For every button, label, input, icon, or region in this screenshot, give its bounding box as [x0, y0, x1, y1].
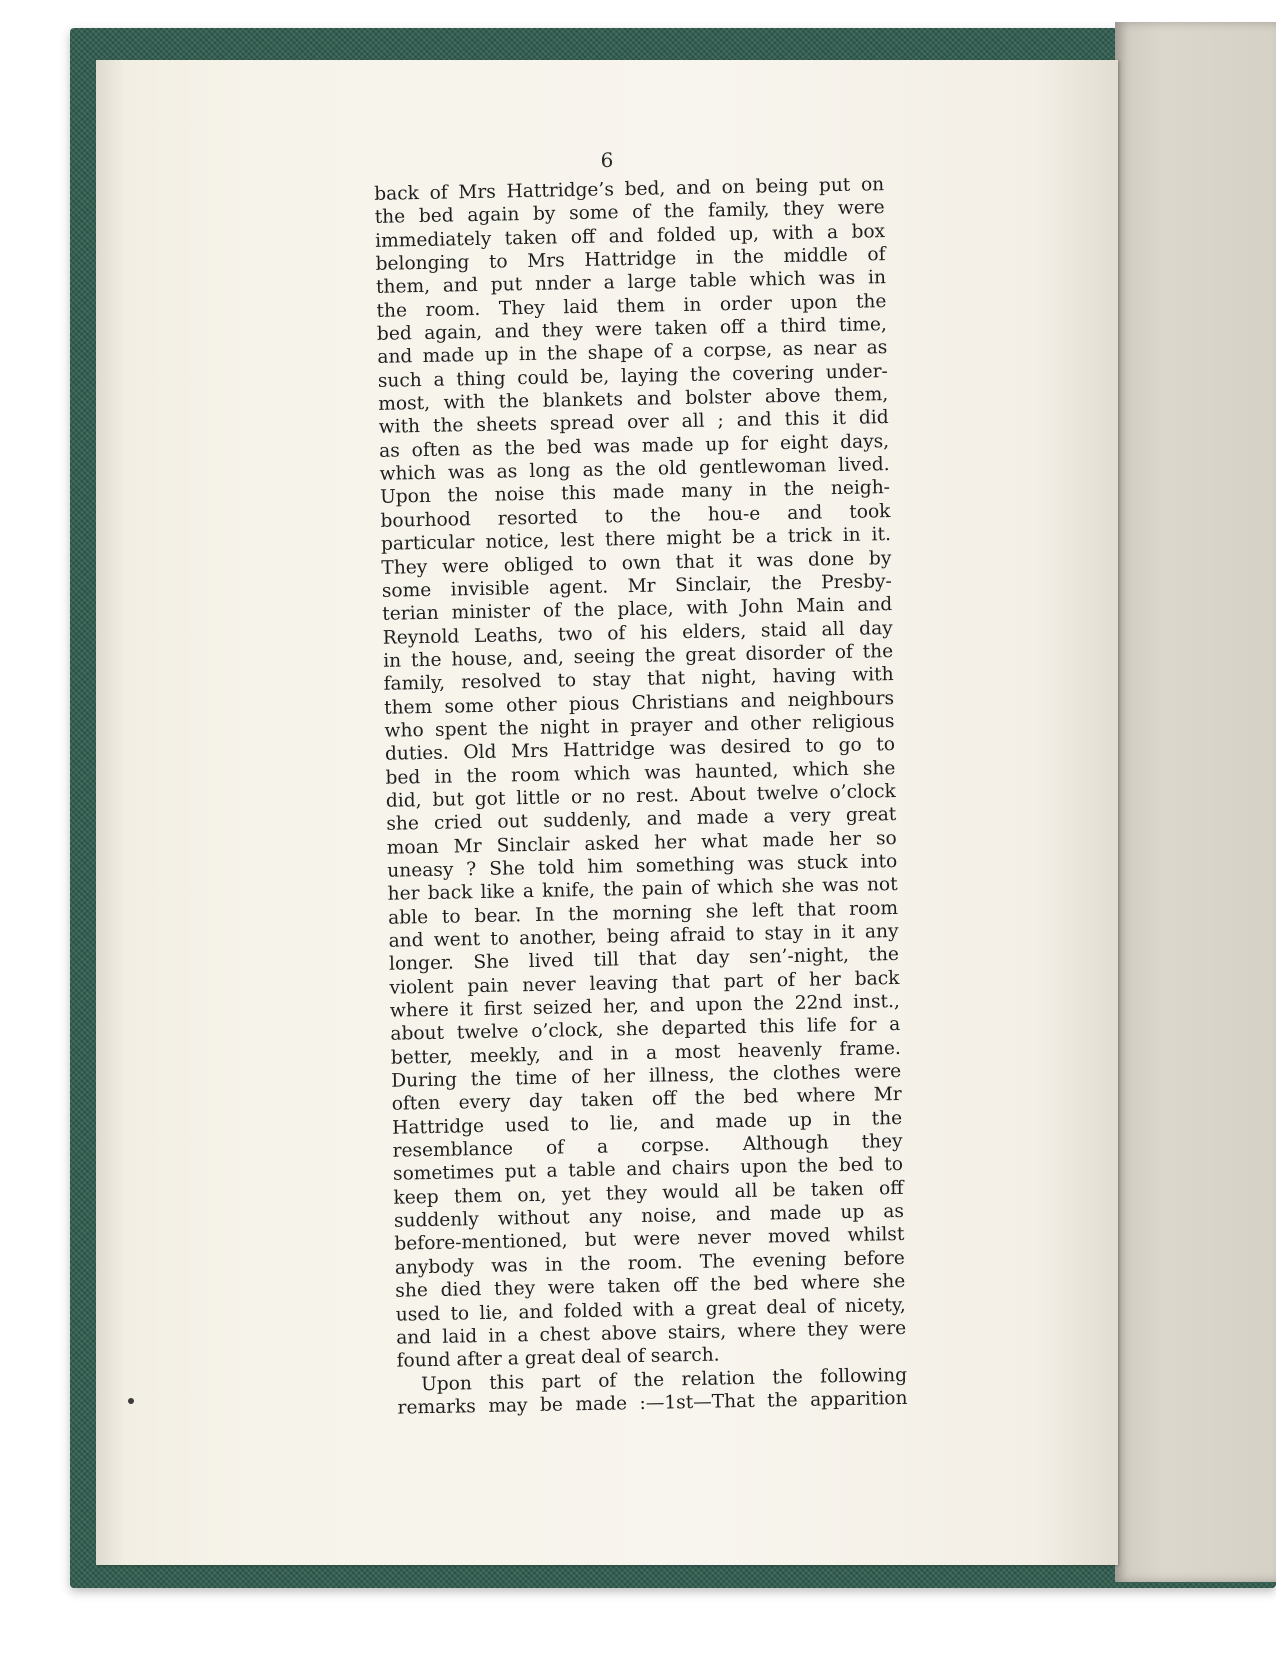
text-line: longer. She lived till that day sen’-night, the — [388, 944, 900, 976]
text-line: Upon this part of the relation the following — [420, 1364, 908, 1395]
text-line: them, and put nnder a large table which was in — [375, 267, 887, 299]
text-line: resemblance of a corpse. Although they — [392, 1131, 903, 1162]
text-line: the bed again by some of the family, they were — [374, 197, 885, 229]
text-line: she cried out suddenly, and made a very great — [386, 804, 897, 836]
text-line: sometimes put a table and chairs upon the bed to — [392, 1154, 904, 1186]
text-line: They were obliged to own that it was done by — [381, 547, 892, 579]
text-line: and went to another, being afraid to stay in it any — [388, 920, 899, 952]
text-line: where it first seized her, and upon the 22nd inst., — [389, 990, 901, 1022]
text-line: her back like a knife, the pain of which she was not — [387, 874, 898, 906]
text-line: used to lie, and folded with a great deal of nicety, — [395, 1294, 906, 1326]
book-page — [96, 60, 1118, 1565]
text-line: she died they were taken off the bed where she — [395, 1271, 906, 1302]
facing-endpaper — [1115, 22, 1276, 1582]
text-line: remarks may be made :—1st—That the apparition — [397, 1387, 908, 1419]
text-line: them some other pious Christians and neighbours — [383, 687, 895, 719]
spine-shadow — [96, 60, 126, 1565]
text-line: immediately taken off and folded up, with a box — [374, 220, 886, 252]
text-line: the room. They laid them in order upon the — [376, 290, 887, 322]
text-line: and made up in the shape of a corpse, as near as — [377, 337, 888, 369]
text-line: belonging to Mrs Hattridge in the middle of — [375, 244, 886, 275]
text-line: who spent the night in prayer and other religious — [384, 710, 895, 742]
text-line: as often as the bed was made up for eight days, — [378, 430, 890, 462]
text-line: with the sheets spread over all ; and this it did — [378, 407, 889, 439]
text-line: Reynold Leaths, two of his elders, staid all day — [382, 617, 893, 649]
text-line: some invisible agent. Mr Sinclair, the Presby- — [381, 570, 892, 602]
text-line: often every day taken off the bed where Mr — [391, 1084, 902, 1116]
text-line: duties. Old Mrs Hattridge was desired to go to — [384, 734, 896, 766]
text-line: bourhood resorted to the hou-e and took — [380, 500, 891, 532]
text-line: Upon the noise this made many in the neigh- — [379, 477, 891, 509]
text-line: bed again, and they were taken off a third time, — [376, 314, 888, 345]
page-number: 6 — [600, 148, 614, 172]
text-line: back of Mrs Hattridge’s bed, and on being put on — [374, 174, 885, 205]
text-line: found after a great deal of search. — [396, 1344, 720, 1372]
text-line: moan Mr Sinclair asked her what made her so — [386, 827, 897, 859]
text-line: uneasy ? She told him something was stuck into — [387, 850, 898, 882]
paper-speck — [128, 1398, 134, 1404]
text-line: During the time of her illness, the clothes were — [391, 1061, 902, 1092]
text-line: and laid in a chest above stairs, where they were — [396, 1317, 907, 1349]
text-line: able to bear. In the morning she left that room — [387, 897, 899, 929]
text-line: violent pain never leaving that part of her back — [389, 967, 900, 999]
text-line: before-mentioned, but were never moved whilst — [394, 1224, 905, 1256]
text-line: most, with the blankets and bolster above them, — [378, 384, 889, 415]
text-line: which was as long as the old gentlewoman lived. — [379, 454, 890, 485]
text-line: better, meekly, and in a most heavenly frame. — [390, 1037, 901, 1069]
text-line: family, resolved to stay that night, having with — [383, 664, 894, 696]
text-line: such a thing could be, laying the covering under- — [377, 360, 888, 392]
text-line: particular notice, lest there might be a trick in it. — [380, 524, 892, 555]
text-line: terian minister of the place, with John Main and — [382, 594, 893, 626]
text-line: in the house, and, seeing the great disorder of the — [383, 640, 894, 672]
text-line: bed in the room which was haunted, which she — [385, 757, 896, 789]
text-line: about twelve o’clock, she departed this life for a — [390, 1014, 901, 1046]
text-line: suddenly without any noise, and made up as — [393, 1201, 905, 1232]
text-line: keep them on, yet they would all be taken off — [393, 1177, 904, 1209]
text-line: Hattridge used to lie, and made up in the — [391, 1107, 903, 1139]
text-line: did, but got little or no rest. About twelve o’clock — [385, 780, 897, 812]
text-line: anybody was in the room. The evening before — [394, 1247, 905, 1279]
page-text-block — [374, 173, 908, 1420]
